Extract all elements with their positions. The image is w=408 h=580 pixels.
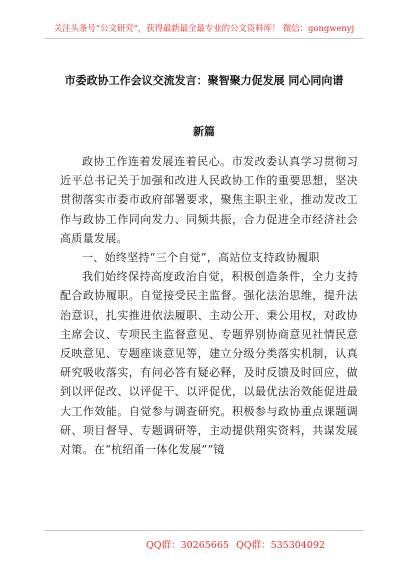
footer-qq-group-1: QQ群：30265665 — [146, 540, 229, 551]
document-body — [60, 152, 358, 459]
header-banner: 关注头条号“公文研究”，获得最新最全最专业的公文资料库！ 微信：gongwenyj — [53, 23, 355, 33]
paragraph-section-1: 我们始终保持高度政治自觉，积极创造条件，全力支持配合政协履职。自觉接受民主监督。强化法治思维，提升法治意识，扎实推进依法履职、主动公开、秉公用权，对政协主席会议、专项民主监督意见、专题界别协商意见社情民意反映意见、专题座谈意见等，建立分级分类落实机制，认真研究吸收落实，有问必答有疑必释，及时反馈及时回应，做到以评促改、以评促干、以评促优，以最优法治效能促进最大工作效能。自觉参与调查研究。积极参与政协重点课题调研、项目督导、专题调研等，主动提供翔实资料，共谋发展对策。在“杭绍甬一体化发展”“镜 — [60, 270, 358, 457]
paragraph-intro: 政协工作连着发展连着民心。市发改委认真学习贯彻习近平总书记关于加强和改进人民政协工作的重要思想，坚决贯彻落实市委市政府部署要求，聚焦主职主业，推动发改工作与政协工作同向发力、同频共振，合力促进全市经济社会高质量发展。 — [60, 155, 358, 245]
section-heading-1: 一、始终坚持“三个自觉”，高站位支持政协履职 — [82, 251, 320, 265]
footer-qq-group-2: QQ群：535304092 — [236, 540, 325, 551]
footer-divider — [44, 530, 364, 531]
document-title-line1: 市委政协工作会议交流发言：聚智聚力促发展 同心同向谱 — [64, 74, 344, 87]
header-divider — [44, 38, 364, 39]
document-title-line2: 新篇 — [193, 125, 215, 138]
